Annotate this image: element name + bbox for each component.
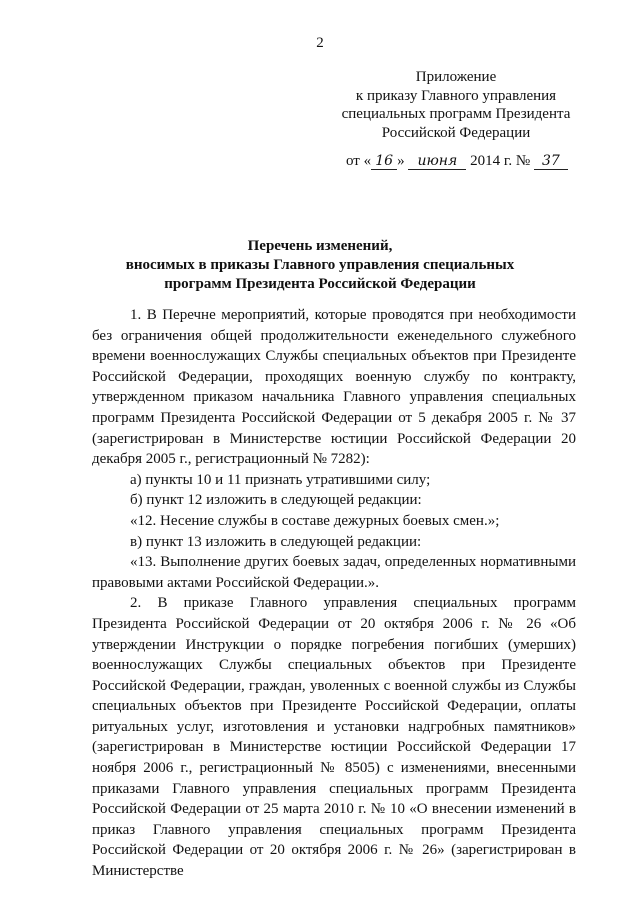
handwritten-day: 16 <box>371 153 397 170</box>
document-heading <box>0 237 640 295</box>
date-prefix: от « <box>346 153 372 169</box>
heading-line-3: программ Президента Российской Федерации <box>164 276 476 293</box>
handwritten-number: 37 <box>534 153 568 170</box>
page-number: 2 <box>316 35 324 51</box>
appendix-line-2: специальных программ Президента <box>341 106 571 122</box>
paragraph-1b-text: «12. Несение службы в составе дежурных боевых смен.»; <box>130 512 500 529</box>
date-mid: » <box>397 153 405 169</box>
year-text: 2014 г. № <box>470 153 531 169</box>
heading-line-2: вносимых в приказы Главного управления специальных <box>125 257 515 274</box>
paragraph-1a: а) пункты 10 и 11 признать утратившими силу; <box>130 471 431 488</box>
appendix-line-3: Российской Федерации <box>381 124 531 141</box>
document-body <box>92 305 576 882</box>
appendix-title: Приложение <box>415 69 497 85</box>
handwritten-month: июня <box>408 153 466 170</box>
order-date-number <box>338 152 574 171</box>
paragraph-1: 1. В Перечне мероприятий, которые проводятся при необходимости без ограничения общей продолжительности еженедельного служебного времени военнослужащих Службы специальных объектов при Президенте Российской Федерации, проходящих военную службу по контракту, утвержденном приказом начальника Главного управления специальных программ Президента Российской Федерации от 5 декабря 2005 г. № 37 (зарегистрирован в Министерстве юстиции Российской Федерации 20 декабря 2005 г., регистрационный № 7282): <box>92 307 576 468</box>
heading-line-1: Перечень изменений, <box>247 238 393 254</box>
paragraph-1c: в) пункт 13 изложить в следующей редакции: <box>130 533 422 550</box>
appendix-block <box>338 68 574 171</box>
appendix-line-1: к приказу Главного управления <box>355 87 557 104</box>
paragraph-1b: б) пункт 12 изложить в следующей редакции: <box>130 492 422 509</box>
paragraph-1c-text: «13. Выполнение других боевых задач, определенных нормативными правовыми актами Российской Федерации.». <box>92 554 576 591</box>
paragraph-2: 2. В приказе Главного управления специальных программ Президента Российской Федерации от 20 октября 2006 г. № 26 «Об утверждении Инструкции о порядке погребения погибших (умерших) военнослужащих Службы специальных объектов при Президенте Российской Федерации, граждан, уволенных с военной службы из Службы специальных объектов при Президенте Российской Федерации, оплаты ритуальных услуг, изготовления и установки надгробных памятников» (зарегистрирован в Министерстве юстиции Российской Федерации 17 ноября 2006 г., регистрационный № 8505) с изменениями, внесенными приказами Главного управления специальных программ Президента Российской Федерации от 25 марта 2010 г. № 10 «О внесении изменений в приказ Главного управления специальных программ Президента Российской Федерации от 20 октября 2006 г. № 26» (зарегистрирован в Министерстве <box>92 595 576 880</box>
